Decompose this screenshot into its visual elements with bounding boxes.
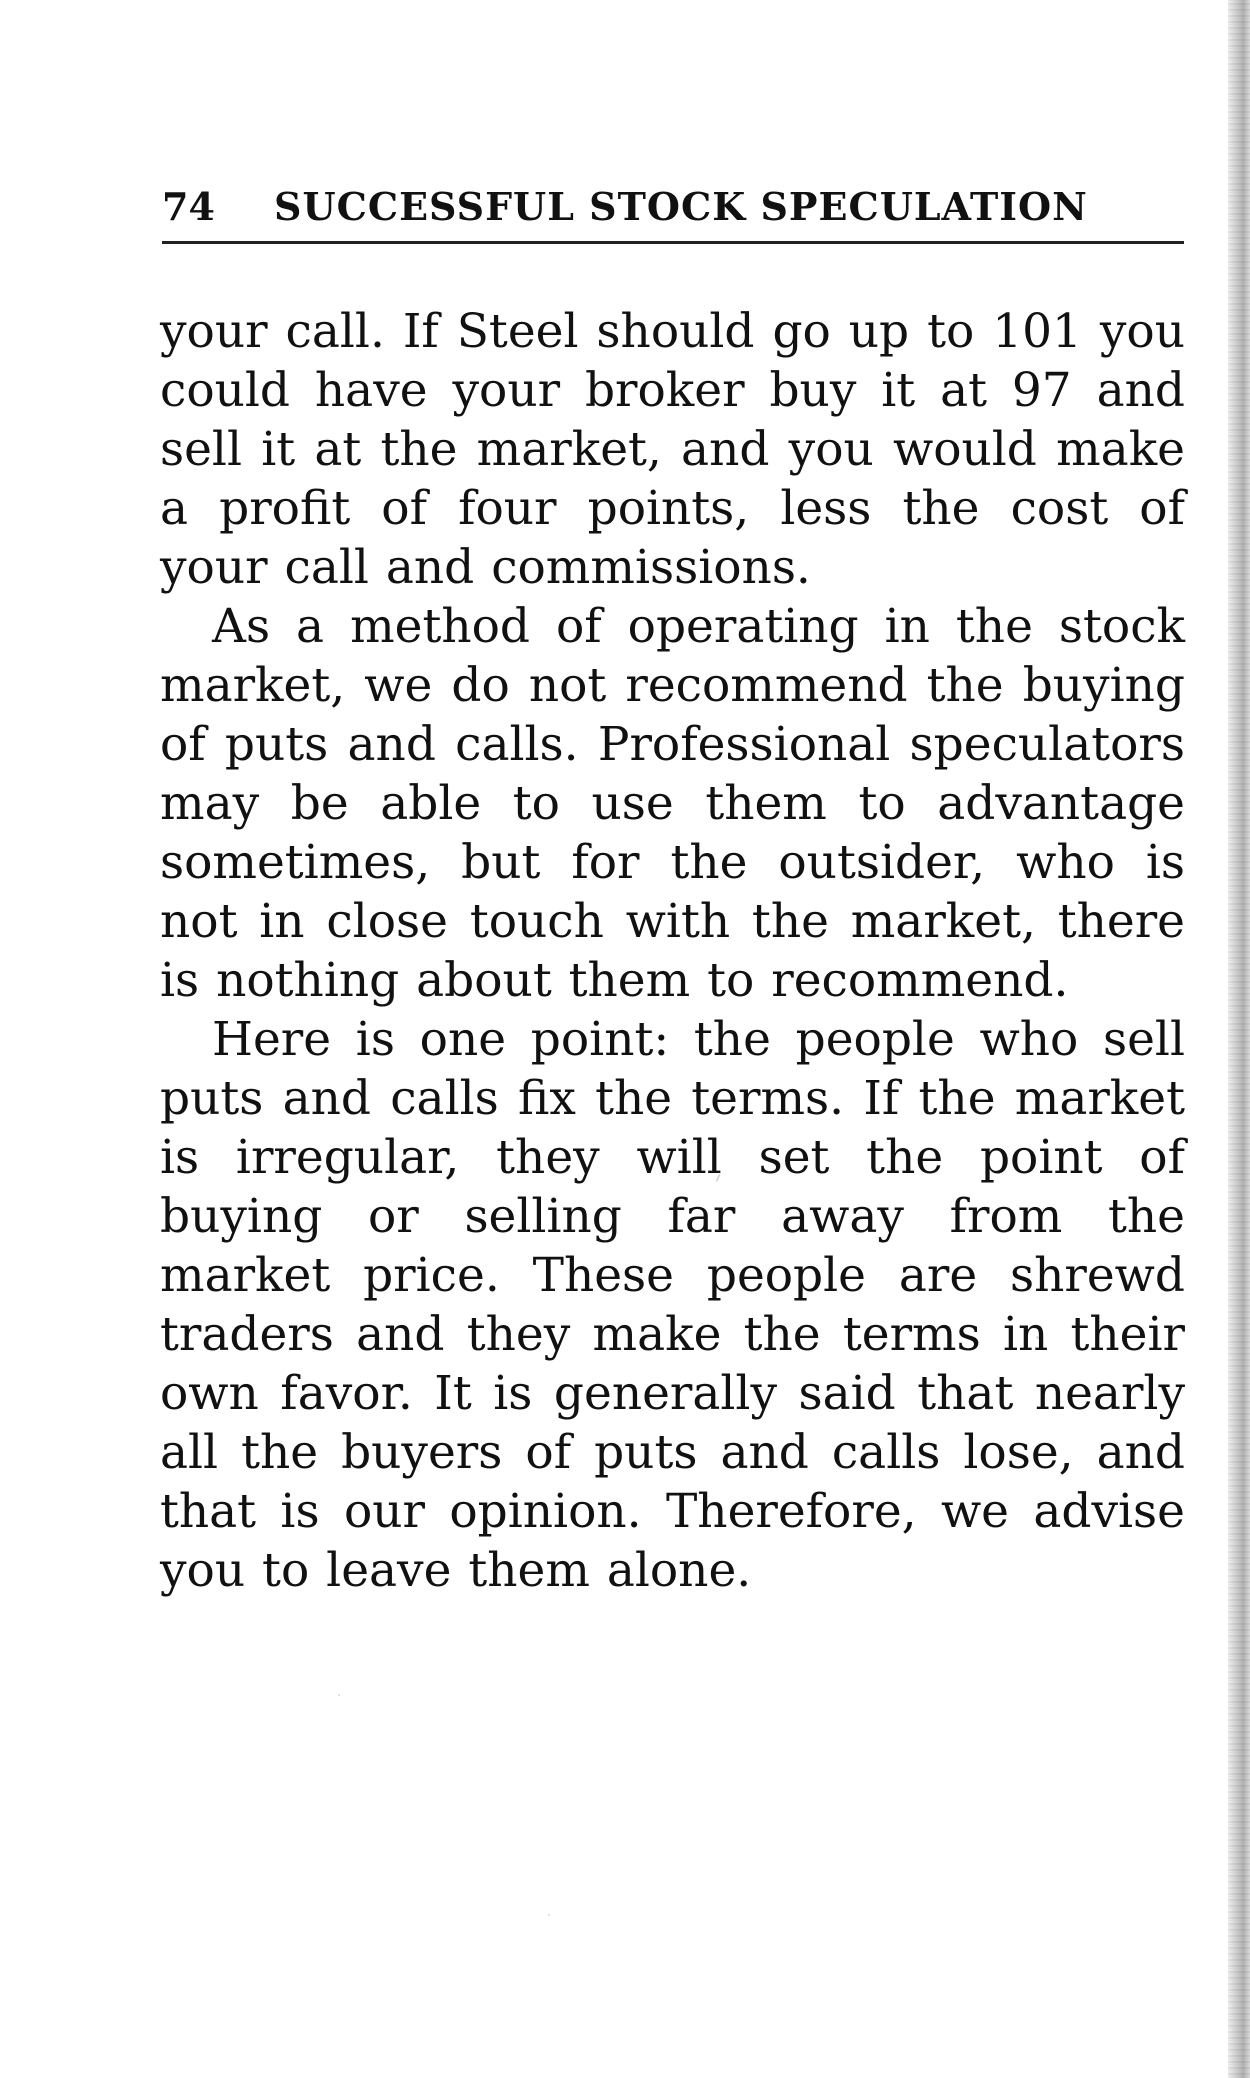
page-edge-shadow <box>1228 0 1250 2078</box>
paper-speck <box>1036 1336 1039 1339</box>
paragraph-3: Here is one point: the people who sell puts and calls fix the terms. If the market is irregular, they will set the point of buying or selling far away from the market price. These people are shrewd traders and they make the terms in their own favor. It is generally said that nearly all the buyers of puts and calls lose, and that is our opinion. Therefore, we advise you to leave them alone. <box>160 1012 1185 1598</box>
paragraph-1: your call. If Steel should go up to 101 you could have your broker buy it at 97 and sell it at the market, and you would make a profit of four points, less the cost of your call and commissions. <box>160 304 1185 595</box>
page-header <box>162 184 1184 244</box>
page-number: 74 <box>162 184 215 229</box>
paragraph-2: As a method of operating in the stock market, we do not recommend the buying of puts and calls. Professional speculators may be able to use them to advantage sometimes, but for the outsider, who is not in close touch with the market, there is nothing about them to recommend. <box>160 599 1185 1008</box>
running-title: SUCCESSFUL STOCK SPECULATION <box>274 184 1088 229</box>
paper-speck <box>338 1694 340 1696</box>
paper-speck <box>548 1914 550 1916</box>
page-body <box>160 302 1185 1600</box>
